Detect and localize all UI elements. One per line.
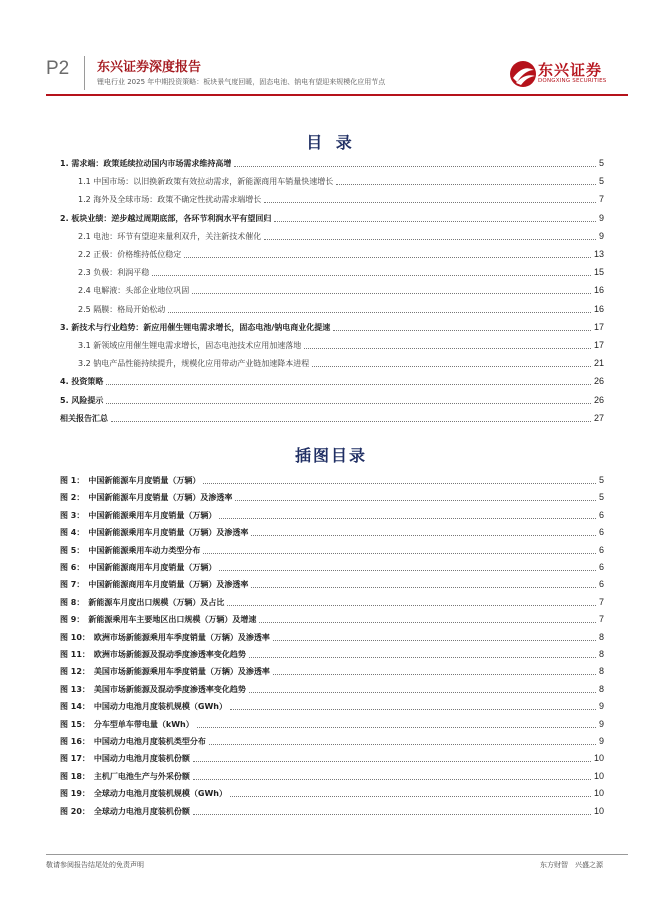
toc-entry-label: 2.3 负极：利润平稳 [78, 268, 150, 278]
report-subtitle: 锂电行业 2025 年中期投资策略：板块景气度回暖，固态电池、钠电有望迎来规模化应用节点 [97, 78, 386, 86]
dot-leader [106, 384, 591, 385]
toc-entry-label: 1.2 海外及全球市场：政策不确定性扰动需求端增长 [78, 195, 262, 205]
toc-entry-page: 17 [593, 321, 604, 332]
dot-leader [304, 348, 591, 349]
figure-entry-label: 图 15： 分车型单车带电量（kWh） [60, 719, 194, 729]
toc-entry[interactable] [60, 337, 604, 351]
figure-entry-label: 图 12： 美国市场新能源乘用车季度销量（万辆）及渗透率 [60, 667, 270, 677]
figure-entry[interactable] [60, 611, 604, 625]
dot-leader [111, 421, 591, 422]
dot-leader [193, 761, 591, 762]
dot-leader [227, 605, 596, 606]
toc-entry-label: 4. 投资策略 [60, 377, 104, 387]
figure-entry-page: 8 [598, 631, 604, 642]
figure-entry-label: 图 3： 中国新能源乘用车月度销量（万辆） [60, 510, 217, 520]
toc-entry-page: 16 [593, 285, 604, 296]
figure-entry[interactable] [60, 785, 604, 799]
figure-entry[interactable] [60, 750, 604, 764]
figure-entry-label: 图 13： 美国市场新能源及混动季度渗透率变化趋势 [60, 684, 246, 694]
figure-entry-label: 图 2： 中国新能源车月度销量（万辆）及渗透率 [60, 493, 233, 503]
toc-entry[interactable] [60, 355, 604, 369]
toc-entry[interactable] [60, 392, 604, 406]
dot-leader [251, 587, 596, 588]
dot-leader [193, 779, 591, 780]
figure-entry-label: 图 9： 新能源乘用车主要地区出口规模（万辆）及增速 [60, 615, 257, 625]
dot-leader [333, 330, 591, 331]
figure-entry[interactable] [60, 698, 604, 712]
dot-leader [336, 184, 596, 185]
figure-entry-page: 10 [593, 770, 604, 781]
figure-entry-page: 7 [598, 596, 604, 607]
toc-entry-page: 27 [593, 412, 604, 423]
dot-leader [209, 744, 596, 745]
toc-entry-page: 26 [593, 394, 604, 405]
toc-entry-label: 相关报告汇总 [60, 413, 108, 423]
toc-entry-page: 21 [593, 358, 604, 369]
figure-entry-page: 7 [598, 614, 604, 625]
figure-entry[interactable] [60, 629, 604, 643]
figure-entry-page: 6 [598, 579, 604, 590]
toc-entry-page: 17 [593, 340, 604, 350]
figure-entry[interactable] [60, 733, 604, 747]
toc-entry-label: 3.1 新领域应用催生锂电需求增长，固态电池技术应用加速落地 [78, 341, 302, 350]
dot-leader [203, 483, 596, 484]
dot-leader [192, 293, 591, 294]
toc-entry-page: 5 [598, 158, 604, 168]
dot-leader [264, 239, 596, 240]
toc-entry[interactable] [60, 155, 604, 169]
toc-entry[interactable] [60, 210, 604, 224]
toc-entry[interactable] [60, 319, 604, 333]
toc-entry-page: 9 [598, 212, 604, 223]
footer-rule [46, 854, 628, 855]
figure-entry[interactable] [60, 507, 604, 521]
toc-entry-label: 5. 风险提示 [60, 395, 104, 405]
dot-leader [235, 500, 596, 501]
toc-entry[interactable] [60, 246, 604, 260]
figure-entry-page: 9 [598, 718, 604, 729]
footer-slogan: 东方财智 兴盛之源 [540, 861, 603, 869]
dot-leader [152, 275, 591, 276]
dot-leader [273, 640, 596, 641]
figure-entry[interactable] [60, 489, 604, 503]
figure-entry-label: 图 11： 欧洲市场新能源及混动季度渗透率变化趋势 [60, 650, 246, 659]
dot-leader [230, 709, 596, 710]
report-type-title: 东兴证券深度报告 [97, 60, 202, 75]
header-divider [84, 56, 85, 90]
toc-entry[interactable] [60, 173, 604, 187]
figure-entry[interactable] [60, 524, 604, 538]
toc-entry-label: 3. 新技术与行业趋势：新应用催生锂电需求增长，固态电池/钠电商业化提速 [60, 322, 331, 332]
dot-leader [259, 622, 596, 623]
toc-entry[interactable] [60, 191, 604, 205]
dot-leader [264, 202, 596, 203]
toc-entry-label: 1.1 中国市场：以旧换新政策有效拉动需求，新能源商用车销量快速增长 [78, 177, 334, 187]
toc-entry[interactable] [60, 301, 604, 315]
dot-leader [249, 692, 596, 693]
logo-text-en: DONGXING SECURITIES [538, 78, 607, 84]
figure-entry-page: 9 [598, 736, 604, 746]
figure-entry-label: 图 17： 中国动力电池月度装机份额 [60, 754, 190, 764]
toc-entry-page: 7 [598, 194, 604, 205]
toc-entry-page: 9 [598, 230, 604, 241]
figure-entry-page: 5 [598, 492, 604, 503]
figure-list-title: 插图目录 [294, 446, 367, 465]
toc-entry-page: 15 [593, 267, 604, 278]
toc-entry-label: 2.2 正极：价格维持低位稳定 [78, 250, 182, 259]
dot-leader [197, 727, 596, 728]
toc-entry-label: 3.2 钠电产品性能持续提升，规模化应用带动产业链加速降本进程 [78, 359, 310, 369]
figure-entry[interactable] [60, 576, 604, 590]
figure-entry-label: 图 6： 中国新能源商用车月度销量（万辆） [60, 563, 217, 572]
figure-entry-page: 10 [593, 788, 604, 799]
footer-disclaimer: 敬请参阅报告结尾处的免责声明 [46, 861, 144, 869]
toc-entry-page: 5 [598, 176, 604, 187]
figure-entry-page: 6 [598, 509, 604, 520]
figure-entry-label: 图 20： 全球动力电池月度装机份额 [60, 806, 190, 816]
toc-entry[interactable] [60, 373, 604, 387]
figure-entry[interactable] [60, 803, 604, 817]
figure-entry[interactable] [60, 646, 604, 660]
toc-entry[interactable] [60, 264, 604, 278]
figure-entry[interactable] [60, 681, 604, 695]
figure-entry-page: 10 [593, 805, 604, 816]
dot-leader [312, 366, 591, 367]
figure-entry-label: 图 5： 中国新能源乘用车动力类型分布 [60, 545, 201, 555]
figure-entry[interactable] [60, 559, 604, 573]
toc-entry-label: 2.1 电池：环节有望迎来量利双升，关注新技术催化 [78, 231, 262, 241]
dot-leader [184, 257, 591, 258]
dot-leader [249, 657, 596, 658]
dot-leader [234, 166, 596, 167]
figure-entry-label: 图 18： 主机厂电池生产与外采份额 [60, 771, 190, 781]
logo-text-cn: 东兴证券 [538, 61, 603, 79]
figure-entry-label: 图 19： 全球动力电池月度装机规模（GWh） [60, 789, 228, 799]
figure-entry-label: 图 10： 欧洲市场新能源乘用车季度销量（万辆）及渗透率 [60, 632, 270, 642]
dot-leader [273, 674, 596, 675]
figure-entry-label: 图 8： 新能源车月度出口规模（万辆）及占比 [60, 597, 225, 607]
figure-entry-label: 图 14： 中国动力电池月度装机规模（GWh） [60, 702, 228, 712]
toc-entry-page: 26 [593, 376, 604, 387]
figure-entry[interactable] [60, 663, 604, 677]
dot-leader [230, 796, 591, 797]
toc-entry-label: 2.4 电解液：头部企业地位巩固 [78, 286, 190, 296]
dot-leader [219, 570, 596, 571]
figure-entry-page: 8 [598, 683, 604, 694]
toc-title: 目 录 [306, 133, 356, 152]
figure-entry[interactable] [60, 594, 604, 608]
figure-entry[interactable] [60, 472, 604, 486]
toc-entry-label: 1. 需求端：政策延续拉动国内市场需求维持高增 [60, 159, 232, 168]
toc-entry[interactable] [60, 228, 604, 242]
toc-entry-page: 16 [593, 303, 604, 314]
figure-entry-label: 图 7： 中国新能源商用车月度销量（万辆）及渗透率 [60, 580, 249, 590]
figure-entry-page: 10 [593, 753, 604, 764]
figure-entry-page: 6 [598, 562, 604, 572]
toc-entry[interactable] [60, 282, 604, 296]
figure-entry-page: 9 [598, 701, 604, 712]
dot-leader [106, 403, 591, 404]
figure-entry-label: 图 1： 中国新能源车月度销量（万辆） [60, 476, 201, 485]
figure-entry-page: 5 [598, 475, 604, 485]
figure-entry-page: 6 [598, 544, 604, 555]
figure-entry-page: 6 [598, 527, 604, 538]
figure-entry[interactable] [60, 768, 604, 782]
toc-entry-label: 2. 板块业绩：逆步越过周期底部，各环节利润水平有望回归 [60, 213, 272, 223]
toc-entry-page: 13 [593, 249, 604, 259]
toc-entry-label: 2.5 隔膜：格局开始松动 [78, 304, 166, 314]
page-number: P2 [46, 58, 70, 79]
figure-entry-label: 图 16： 中国动力电池月度装机类型分布 [60, 737, 206, 746]
dot-leader [219, 518, 596, 519]
figure-entry[interactable] [60, 716, 604, 730]
header-rule [46, 94, 628, 96]
dot-leader [251, 535, 596, 536]
dot-leader [274, 221, 596, 222]
figure-entry[interactable] [60, 542, 604, 556]
dot-leader [203, 553, 596, 554]
dot-leader [168, 312, 591, 313]
figure-entry-page: 8 [598, 649, 604, 659]
figure-entry-label: 图 4： 中国新能源乘用车月度销量（万辆）及渗透率 [60, 528, 249, 538]
toc-entry[interactable] [60, 410, 604, 424]
dot-leader [193, 814, 591, 815]
figure-entry-page: 8 [598, 666, 604, 677]
